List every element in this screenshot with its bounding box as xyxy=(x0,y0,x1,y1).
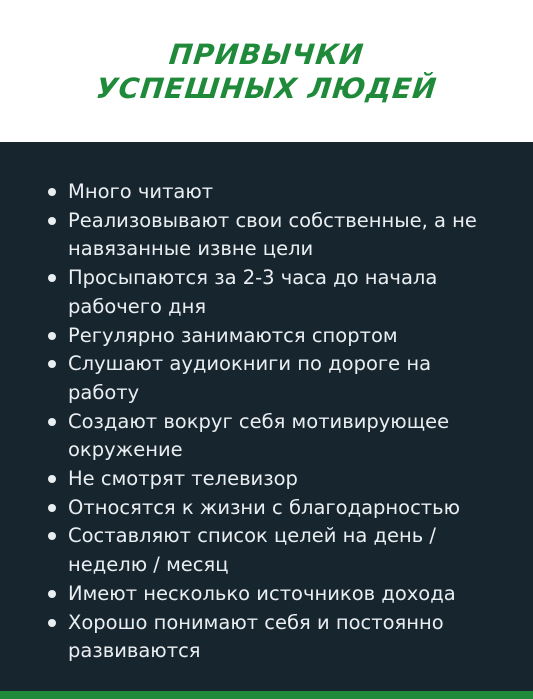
bullet-icon xyxy=(48,504,56,512)
list-item xyxy=(48,408,518,465)
list-item xyxy=(48,322,518,351)
bullet-icon xyxy=(48,360,56,368)
bullet-icon xyxy=(48,332,56,340)
bullet-icon xyxy=(48,619,56,627)
bullet-icon xyxy=(48,217,56,225)
bullet-icon xyxy=(48,590,56,598)
list-item-text: Регулярно занимаются спортом xyxy=(68,323,398,347)
list-item xyxy=(48,264,518,321)
title-line-2: УСПЕШНЫХ ЛЮДЕЙ xyxy=(94,72,439,105)
list-item-text: Хорошо понимают себя и постоянно xyxy=(68,610,444,634)
list-item-text: навязанные извне цели xyxy=(68,237,314,261)
list-item-text: Создают вокруг себя мотивирующее xyxy=(68,409,450,433)
list-item-text: Реализовывают свои собственные, а не xyxy=(68,208,477,232)
list-item-text: Просыпаются за 2-3 часа до начала xyxy=(68,266,438,290)
list-item-text: Много читают xyxy=(68,180,214,203)
list-item-text: окружение xyxy=(68,438,183,462)
list-item xyxy=(48,522,518,579)
list-item-text: Относятся к жизни с благодарностью xyxy=(68,495,461,519)
list-item xyxy=(48,494,518,523)
list-item-text: рабочего дня xyxy=(68,294,207,318)
list-item xyxy=(48,609,518,666)
habits-list xyxy=(48,178,518,666)
title-line-1: ПРИВЫЧКИ xyxy=(167,38,366,71)
habits-panel xyxy=(0,142,533,691)
list-item-text: неделю / месяц xyxy=(68,553,229,577)
bullet-icon xyxy=(48,532,56,540)
list-item-text: работу xyxy=(68,380,140,404)
bullet-icon xyxy=(48,475,56,483)
list-item xyxy=(48,350,518,407)
footer-bar xyxy=(0,691,533,699)
bullet-icon xyxy=(48,418,56,426)
list-item xyxy=(48,178,518,207)
list-item-text: Имеют несколько источников дохода xyxy=(68,581,456,605)
list-item-text: Составляют список целей на день / xyxy=(68,524,436,548)
list-item xyxy=(48,207,518,264)
list-item xyxy=(48,580,518,609)
header xyxy=(0,0,533,142)
list-item xyxy=(48,465,518,494)
bullet-icon xyxy=(48,188,56,196)
list-item-text: развиваются xyxy=(68,639,201,663)
list-item-text: Слушают аудиокниги по дороге на xyxy=(68,352,432,376)
list-item-text: Не смотрят телевизор xyxy=(68,467,298,491)
bullet-icon xyxy=(48,274,56,282)
